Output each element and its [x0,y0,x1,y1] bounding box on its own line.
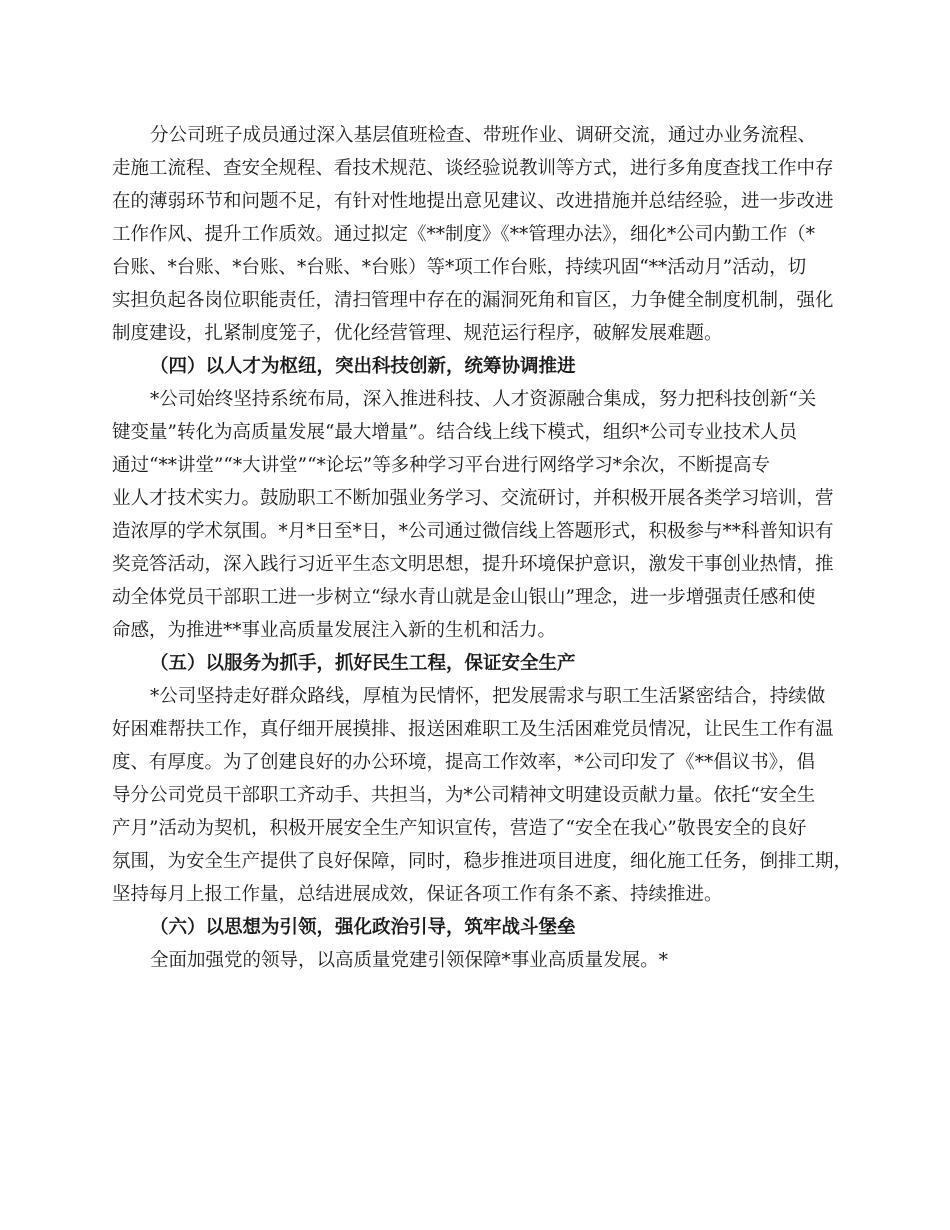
paragraph-line: 造浓厚的学术氛围。*月*日至*日，*公司通过微信线上答题形式，积极参与**科普知识有 [112,521,834,542]
paragraph-line: 通过“**讲堂”“*大讲堂”“*论坛”等多种学习平台进行网络学习*余次，不断提高专 [112,455,770,476]
paragraph-line: 命感，为推进**事业高质量发展注入新的生机和活力。 [112,620,557,641]
paragraph-line: 度、有厚度。为了创建良好的办公环境，提高工作效率，*公司印发了《**倡议书》，倡 [112,752,816,773]
paragraph-line: 工作作风、提升工作质效。通过拟定《**制度》《**管理办法》，细化*公司内勤工作（* [112,224,816,245]
paragraph-line: 好困难帮扶工作，真仔细开展摸排、报送困难职工及生活困难党员情况，让民生工作有温 [112,719,834,740]
paragraph-line: 走施工流程、查安全规程、看技术规范、谈经验说教训等方式，进行多角度查找工作中存 [112,158,834,179]
paragraph-line: 键变量”转化为高质量发展“最大增量”。结合线上线下模式，组织*公司专业技术人员 [112,422,798,443]
paragraph-line: *公司坚持走好群众路线，厚植为民情怀，把发展需求与职工生活紧密结合，持续做 [150,686,826,707]
paragraph-line: 制度建设，扎紧制度笼子，优化经营管理、规范运行程序，破解发展难题。 [112,323,723,344]
paragraph-line: 导分公司党员干部职工齐动手、共担当，为*公司精神文明建设贡献力量。依托“安全生 [112,785,816,806]
paragraph-line: 坚持每月上报工作量，总结进展成效，保证各项工作有条不紊、持续推进。 [112,884,723,905]
paragraph-line: *公司始终坚持系统布局，深入推进科技、人才资源融合集成，努力把科技创新“关 [150,389,817,410]
paragraph-line: 产月”活动为契机，积极开展安全生产知识宣传，营造了“安全在我心”敬畏安全的良好 [112,818,807,839]
paragraph-line: 分公司班子成员通过深入基层值班检查、带班作业、调研交流，通过办业务流程、 [150,125,817,146]
paragraph-line: 动全体党员干部职工进一步树立“绿水青山就是金山银山”理念，进一步增强责任感和使 [112,587,816,608]
paragraph-line: 全面加强党的领导，以高质量党建引领保障*事业高质量发展。* [150,950,669,971]
paragraph-line: 氛围，为安全生产提供了良好保障，同时，稳步推进项目进度，细化施工任务，倒排工期， [112,851,853,872]
section-heading: （六）以思想为引领，强化政治引导，筑牢战斗堡垒 [150,917,576,938]
section-heading: （四）以人才为枢纽，突出科技创新，统筹协调推进 [150,356,576,377]
paragraph-line: 奖竞答活动，深入践行习近平生态文明思想，提升环境保护意识，激发干事创业热情，推 [112,554,834,575]
paragraph-line: 在的薄弱环节和问题不足，有针对性地提出意见建议、改进措施并总结经验，进一步改进 [112,191,834,212]
paragraph-line: 台账、*台账、*台账、*台账、*台账）等*项工作台账，持续巩固“**活动月”活动，切 [112,257,807,278]
section-heading: （五）以服务为抓手，抓好民生工程，保证安全生产 [150,653,576,674]
paragraph-line: 实担负起各岗位职能责任，清扫管理中存在的漏洞死角和盲区，力争健全制度机制，强化 [112,290,834,311]
paragraph-line: 业人才技术实力。鼓励职工不断加强业务学习、交流研讨，并积极开展各类学习培训，营 [112,488,834,509]
